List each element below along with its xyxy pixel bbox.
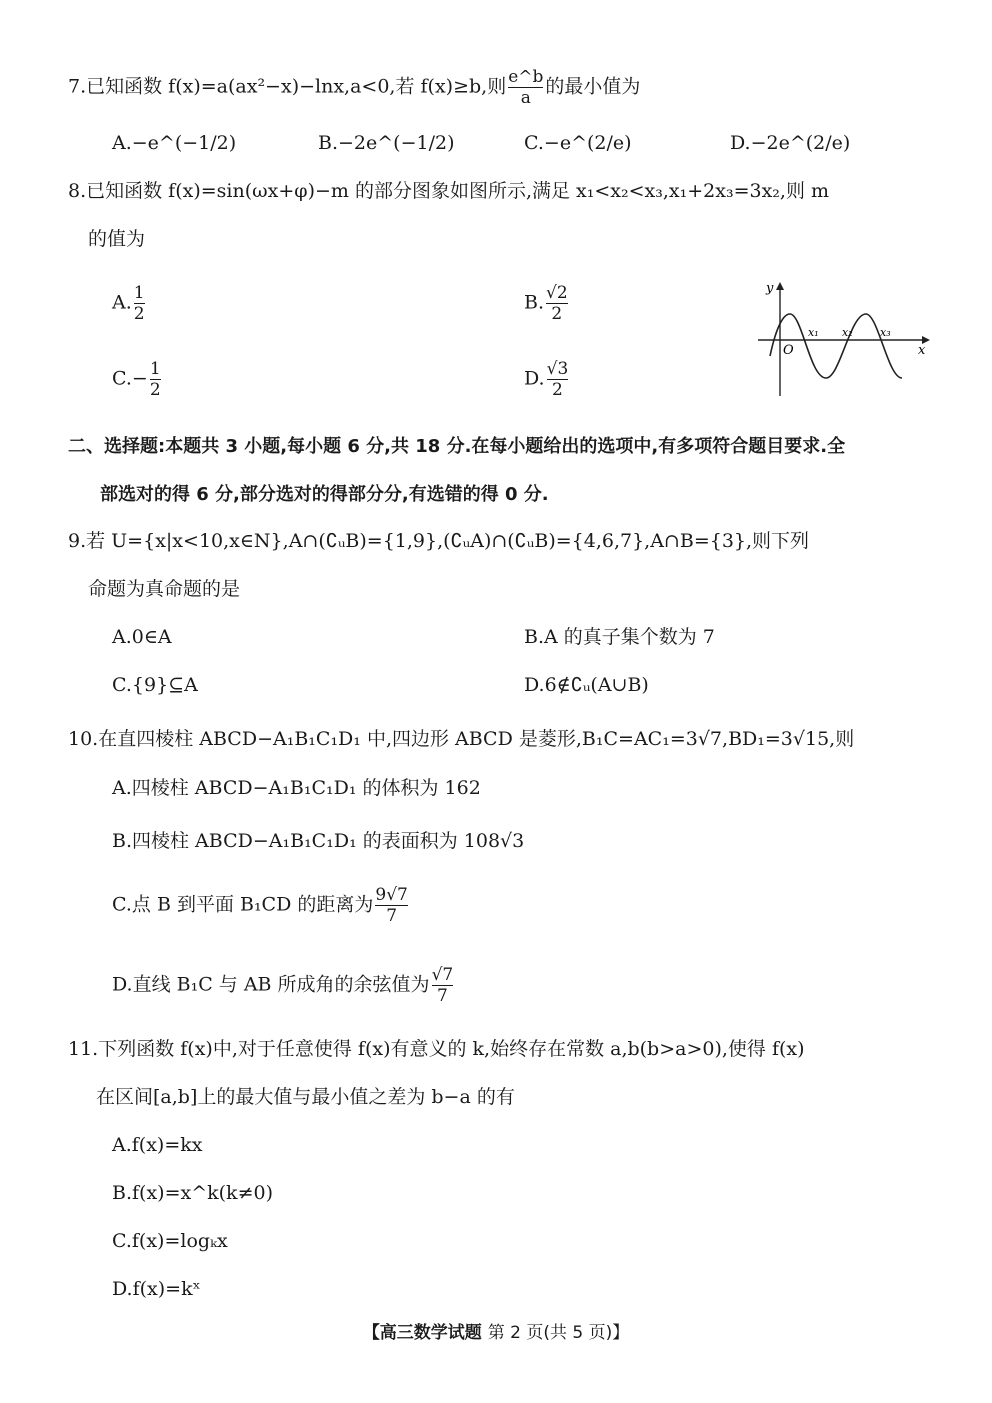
- q11-stem-2: 在区间[a,b]上的最大值与最小值之差为 b−a 的有: [96, 1086, 515, 1108]
- q10-option-c: C.点 B 到平面 B₁CD 的距离为 $\frac{9√7}{7}$: [112, 885, 408, 926]
- q8-stem: 8.已知函数 f(x)=sin(ωx+φ)−m 的部分图象如图所示,满足 x₁<x₂<x₃,x₁+2x₃=3x₂,则 m: [68, 180, 830, 202]
- footer-title: 【高三数学试题: [362, 1323, 482, 1343]
- graph-label-x1: x₁: [808, 326, 819, 339]
- q7-stem-text: 7.已知函数 f(x)=a(ax²−x)−lnx,a<0,若 f(x)≥b,则: [68, 75, 507, 98]
- q11-option-d: D.f(x)=kˣ: [112, 1278, 201, 1300]
- q7-fraction: [508, 68, 543, 107]
- q10-option-d: D.直线 B₁C 与 AB 所成角的余弦值为 $\frac{√7}{7}$: [112, 965, 454, 1006]
- q7-option-a: A.−e^(−1/2): [112, 132, 237, 154]
- graph-label-x: x: [918, 343, 926, 358]
- q10-option-b: B.四棱柱 ABCD−A₁B₁C₁D₁ 的表面积为 108√3: [112, 830, 525, 852]
- q9-stem: 9.若 U={x|x<10,x∈N},A∩(∁ᵤB)={1,9},(∁ᵤA)∩(∁ᵤB)={4,6,7},A∩B={3},则下列: [68, 530, 810, 552]
- footer-page-number: 第 2 页(共 5 页)】: [487, 1323, 630, 1343]
- q7-option-d: D.−2e^(2/e): [730, 132, 851, 154]
- graph-label-x3: x₃: [880, 326, 891, 339]
- q8-option-d: D. $\frac{√3}{2}$: [524, 359, 569, 400]
- graph-label-origin: O: [783, 343, 794, 358]
- q11-option-a: A.f(x)=kx: [112, 1134, 203, 1156]
- q9-option-d: D.6∉∁ᵤ(A∪B): [524, 674, 649, 696]
- graph-label-x2: x₂: [842, 326, 853, 339]
- q9-option-b: B.A 的真子集个数为 7: [524, 626, 715, 648]
- section2-heading-2: 部选对的得 6 分,部分选对的得部分分,有选错的得 0 分.: [100, 484, 549, 505]
- q11-option-c: C.f(x)=logₖx: [112, 1230, 228, 1252]
- q10-stem: 10.在直四棱柱 ABCD−A₁B₁C₁D₁ 中,四边形 ABCD 是菱形,B₁C=AC₁=3√7,BD₁=3√15,则: [68, 728, 855, 750]
- q7-frac-den: a: [508, 87, 543, 108]
- graph-label-y: y: [766, 281, 774, 296]
- y-axis-arrow: [776, 282, 784, 290]
- q11-stem: 11.下列函数 f(x)中,对于任意使得 f(x)有意义的 k,始终存在常数 a,b(b>a>0),使得 f(x): [68, 1038, 805, 1060]
- q7-option-b: B.−2e^(−1/2): [318, 132, 455, 154]
- q8-option-a: A. $\frac{1}{2}$: [112, 283, 145, 324]
- page-footer: [0, 1318, 992, 1343]
- q9-option-a: A.0∈A: [112, 626, 172, 648]
- q10-option-a: A.四棱柱 ABCD−A₁B₁C₁D₁ 的体积为 162: [112, 777, 481, 799]
- q11-option-b: B.f(x)=x^k(k≠0): [112, 1182, 273, 1204]
- q8-option-b: B. $\frac{√2}{2}$: [524, 283, 568, 324]
- q8-option-c: C.− $\frac{1}{2}$: [112, 359, 161, 400]
- q7-option-c: C.−e^(2/e): [524, 132, 632, 154]
- q7-stem: [68, 68, 640, 107]
- q8-sine-graph: [750, 278, 935, 400]
- section2-heading-1: 二、选择题:本题共 3 小题,每小题 6 分,共 18 分.在每小题给出的选项中,有多项符合题目要求.全: [68, 436, 846, 457]
- q8-stem-2: 的值为: [88, 228, 146, 250]
- q7-tail: 的最小值为: [545, 75, 641, 98]
- q7-frac-num: e^b: [508, 67, 544, 87]
- q9-option-c: C.{9}⊆A: [112, 674, 198, 696]
- q9-stem-2: 命题为真命题的是: [88, 578, 241, 600]
